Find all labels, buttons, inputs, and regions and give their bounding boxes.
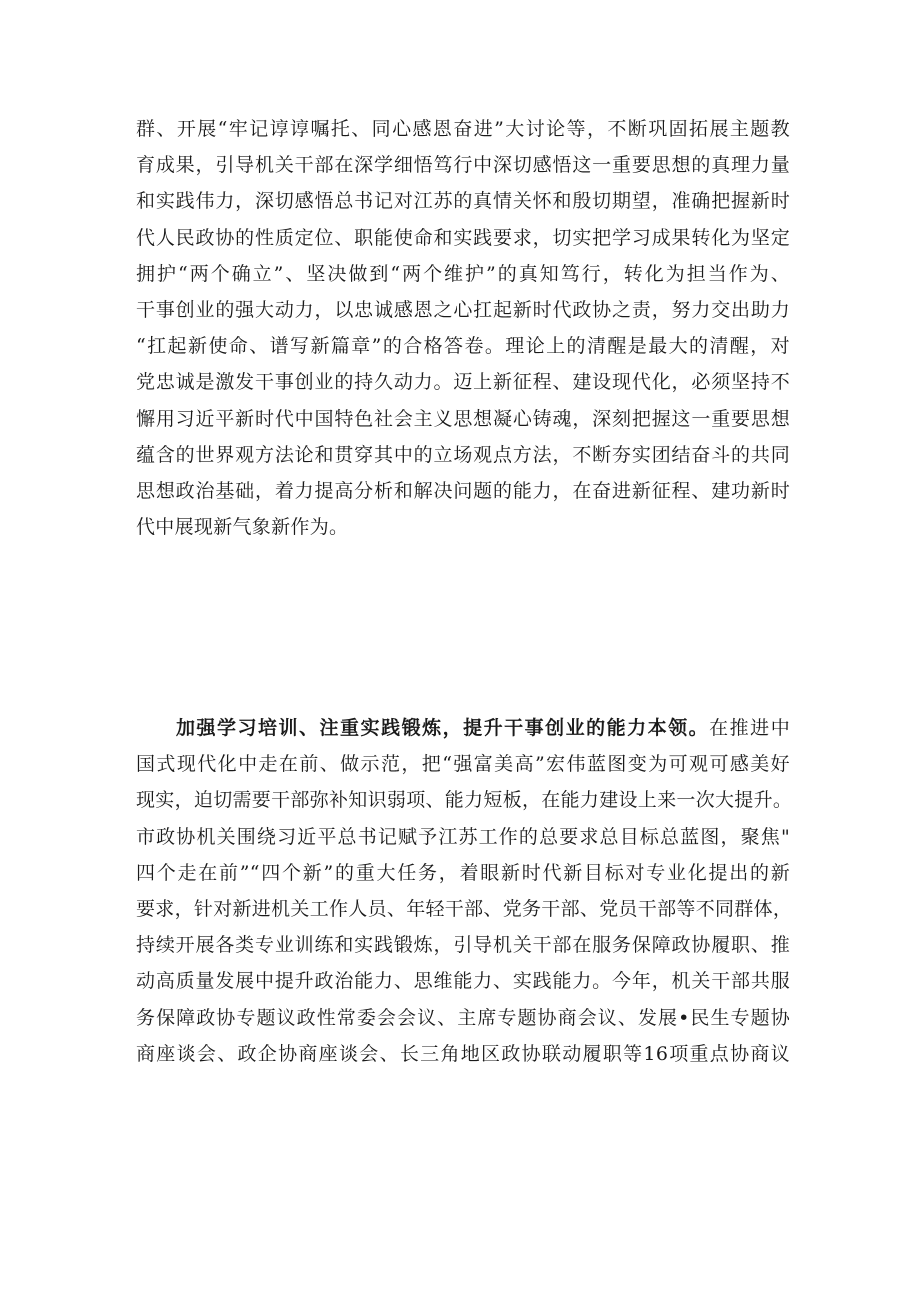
text-line: 群、开展“牢记谆谆嘱托、同心感恩奋进”大讨论等，不断巩固拓展主题教	[136, 118, 790, 140]
text-line: 现实，迫切需要干部弥补知识弱项、能力短板，在能力建设上来一次大提升。	[136, 789, 793, 812]
text-line: 代人民政协的性质定位、职能使命和实践要求，切实把学习成果转化为坚定	[136, 226, 790, 249]
text-line: 育成果，引导机关干部在深学细悟笃行中深切感悟这一重要思想的真理力量	[136, 154, 790, 177]
text-line: 市政协机关围绕习近平总书记赋予江苏工作的总要求总目标总蓝图，聚焦"	[136, 825, 790, 848]
text-line: 国式现代化中走在前、做示范，把“强富美高”宏伟蓝图变为可观可感美好	[136, 753, 790, 776]
text-line: “扛起新使命、谱写新篇章”的合格答卷。理论上的清醒是最大的清醒，对	[136, 335, 790, 358]
text-line: 思想政治基础，着力提高分析和解决问题的能力，在奋进新征程、建功新时	[136, 479, 790, 502]
paragraph-heading: 加强学习培训、注重实践锻炼，提升干事创业的能力本领。	[176, 717, 710, 739]
text-line: 拥护“两个确立”、坚决做到“两个维护”的真知笃行，转化为担当作为、	[136, 262, 790, 285]
text-line: 持续开展各类专业训练和实践锻炼，引导机关干部在服务保障政协履职、推	[136, 934, 790, 957]
text-line: 商座谈会、政企协商座谈会、长三角地区政协联动履职等16项重点协商议	[136, 1042, 790, 1065]
text-line: 四个走在前”“四个新”的重大任务，着眼新时代新目标对专业化提出的新	[136, 861, 790, 884]
text-line: 干事创业的强大动力，以忠诚感恩之心扛起新时代政协之责，努力交出助力	[136, 298, 790, 321]
text-line: 和实践伟力，深切感悟总书记对江苏的真情关怀和殷切期望，准确把握新时	[136, 190, 790, 213]
paragraph-2	[136, 710, 793, 1072]
paragraph-heading-line	[136, 710, 790, 746]
text-line: 动高质量发展中提升政治能力、思维能力、实践能力。今年，机关干部共服	[136, 970, 790, 993]
text-line: 代中展现新气象新作为。	[136, 516, 349, 539]
text-line: 要求，针对新进机关工作人员、年轻干部、党务干部、党员干部等不同群体，	[136, 897, 793, 920]
text-line: 务保障政协专题议政性常委会会议、主席专题协商会议、发展•民生专题协	[136, 1006, 790, 1029]
text-line: 懈用习近平新时代中国特色社会主义思想凝心铸魂，深刻把握这一重要思想	[136, 407, 790, 430]
paragraph-1	[136, 111, 790, 545]
heading-continuation: 在推进中	[709, 717, 790, 739]
text-line: 蕴含的世界观方法论和贯穿其中的立场观点方法，不断夯实团结奋斗的共同	[136, 443, 790, 466]
text-line: 党忠诚是激发干事创业的持久动力。迈上新征程、建设现代化，必须坚持不	[136, 371, 790, 394]
